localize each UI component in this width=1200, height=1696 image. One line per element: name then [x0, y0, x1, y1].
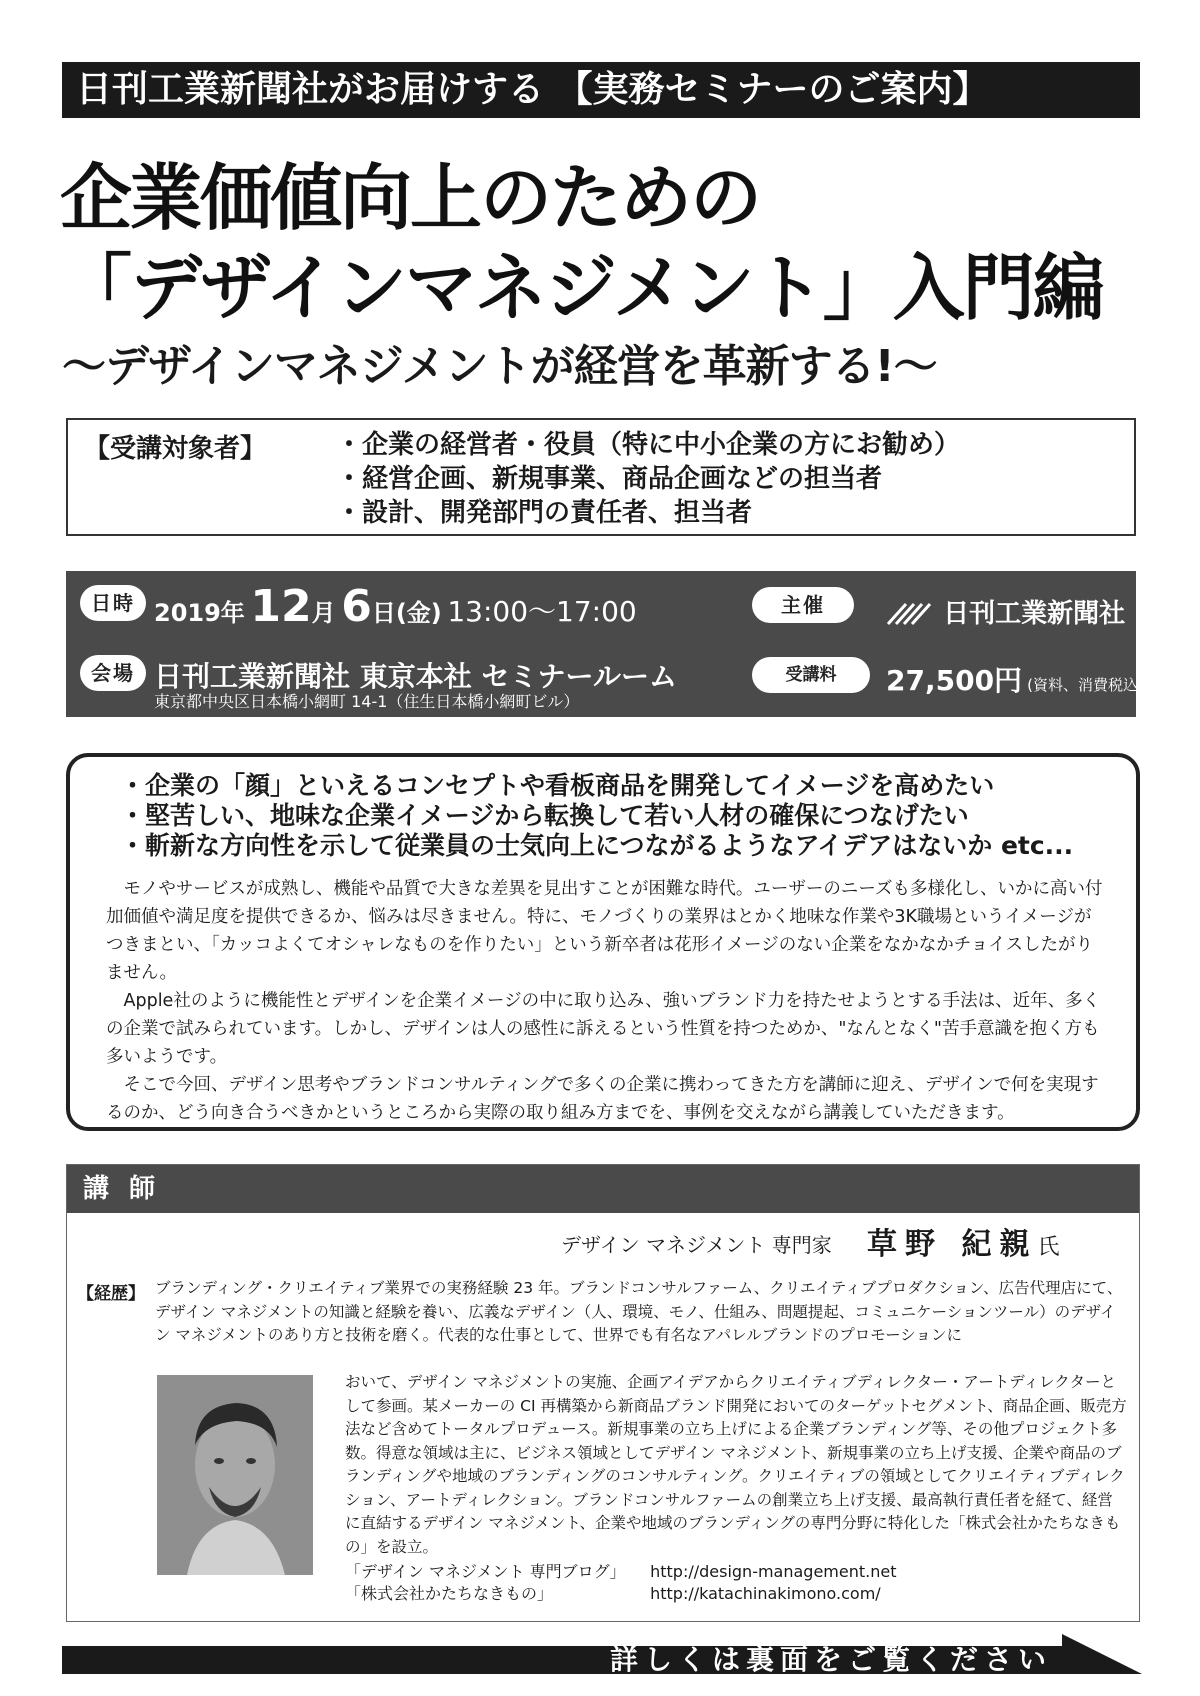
needs-item: ・斬新な方向性を示して従業員の士気向上につながるようなアイデアはないか etc... [120, 831, 1074, 860]
link-row [345, 1583, 896, 1605]
lecturer-photo [157, 1375, 313, 1575]
paragraph: そこで今回、デザイン思考やブランドコンサルティングで多くの企業に携わってきた方を講師に迎え、デザインで何を実現するのか、どう向き合うべきかというところから実際の取り組み方までを、事例を交えながら講義していただきます。 [106, 1075, 1099, 1123]
target-audience-box [66, 418, 1136, 536]
lecturer-section [66, 1164, 1140, 1622]
target-item: ・経営企画、新規事業、商品企画などの担当者 [336, 464, 883, 494]
event-time: 13:00〜17:00 [447, 595, 637, 628]
needs-list [120, 771, 1073, 861]
organizer-logo-icon [886, 602, 934, 626]
target-label: 【受講対象者】 [84, 434, 267, 464]
lecturer-heading: 講師 [67, 1165, 1139, 1213]
venue-name: 日刊工業新聞社 東京本社 セミナールーム [154, 660, 677, 693]
target-item: ・設計、開発部門の責任者、担当者 [336, 498, 753, 528]
fee: 27,500円 (資料、消費税込) [886, 664, 1144, 697]
date-label-pill: 日時 [80, 585, 146, 621]
lecturer-links [345, 1561, 896, 1605]
organizer: 日刊工業新聞社 [886, 593, 1125, 630]
fee-label-pill: 受講料 [752, 657, 870, 693]
career-text: ブランディング・クリエイティブ業界での実務経験 23 年。ブランドコンサルファーム、クリエイティブプロダクション、広告代理店にて、デザイン マネジメントの知識と経験を養い、広義なデザイン（人、環境、モノ、仕組み、問題提起、コミュニケーションツール）のデザイン マネジメントのあり方と技術を磨く。代表的な仕事として、世界でも有名なアパレルブランドのプロモーションに [155, 1279, 1123, 1344]
event-date: 2019年 12月 6日(金) 13:00〜17:00 [154, 581, 637, 632]
link-url[interactable]: http://design-management.net [650, 1562, 897, 1581]
career-text-continued: おいて、デザイン マネジメントの実施、企画アイデアからクリエイティブディレクター・アートディレクターとして参画。某メーカーの CI 再構築から新商品ブランド開発においてのターゲットセグメント、商品企画、販売方法など含めてトータルプロデュース。新規事業の立ち上げによる企業ブランディング等、その他プロジェクト多数。得意な領域は主に、ビジネス領域としてデザイン マネジメント、新規事業の立ち上げ支援、企業や商品のブランディングや地域のブランディングのコンサルティング。クリエイティブの領域としてクリエイティブディレクション、アートディレクション。ブランドコンサルファームの創業立ち上げ支援、最高執行責任者を経て、経営に直結するデザイン マネジメント、企業や地域のブランディングの専門分野に特化した「株式会社かたちなきもの」を設立。 [345, 1373, 1127, 1556]
venue-address: 東京都中央区日本橋小網町 14-1（住生日本橋小網町ビル） [154, 692, 580, 711]
title-line-1: 企業価値向上のための [60, 156, 761, 240]
target-list [336, 428, 960, 530]
target-item: ・企業の経営者・役員（特に中小企業の方にお勧め） [336, 430, 961, 460]
subtitle: 〜デザインマネジメントが経営を革新する!〜 [62, 341, 937, 392]
bottom-banner [62, 1634, 1142, 1678]
paragraph: モノやサービスが成熟し、機能や品質で大きな差異を見出すことが困難な時代。ユーザーのニーズも多様化し、いかに高い付加価値や満足度を提供できるか、悩みは尽きません。特に、モノづくりの業界はとかく地味な作業や3K職場というイメージがつきまとい、「カッコよくてオシャレなものを作りたい」という新卒者は花形イメージのない企業をなかなかチョイスしたがりません。 [106, 879, 1103, 983]
top-banner: 日刊工業新聞社がお届けする 【実務セミナーのご案内】 [62, 62, 1140, 118]
portrait-image [157, 1375, 313, 1575]
paragraph: Apple社のように機能性とデザインを企業イメージの中に取り込み、強いブランド力を持たせようとする手法は、近年、多くの企業で試みられています。しかし、デザインは人の感性に訴えるという性質を持つためか、"なんとなく"苦手意識を抱く方も多いようです。 [106, 991, 1101, 1067]
link-label: 「デザイン マネジメント 専門ブログ」 [345, 1562, 626, 1581]
event-info-box [66, 571, 1144, 717]
description-box [66, 753, 1140, 1131]
title-line-2: 「デザインマネジメント」入門編 [60, 246, 1103, 330]
description-text [106, 875, 1106, 1127]
lecturer-name: 草野 紀親氏 [867, 1227, 1060, 1262]
link-label: 「株式会社かたちなきもの」 [345, 1584, 554, 1603]
link-row [345, 1561, 896, 1583]
lecturer-role: デザイン マネジメント 専門家 [561, 1233, 832, 1257]
career-label: 【経歴】 [77, 1284, 145, 1304]
organizer-label-pill: 主催 [752, 587, 854, 623]
venue-label-pill: 会場 [80, 655, 146, 691]
needs-item: ・堅苦しい、地味な企業イメージから転換して若い人材の確保につなげたい [120, 801, 969, 830]
needs-item: ・企業の「顔」といえるコンセプトや看板商品を開発してイメージを高めたい [120, 771, 995, 800]
link-url[interactable]: http://katachinakimono.com/ [650, 1584, 881, 1603]
see-reverse-text: 詳しくは裏面をご覧ください [609, 1643, 1052, 1676]
